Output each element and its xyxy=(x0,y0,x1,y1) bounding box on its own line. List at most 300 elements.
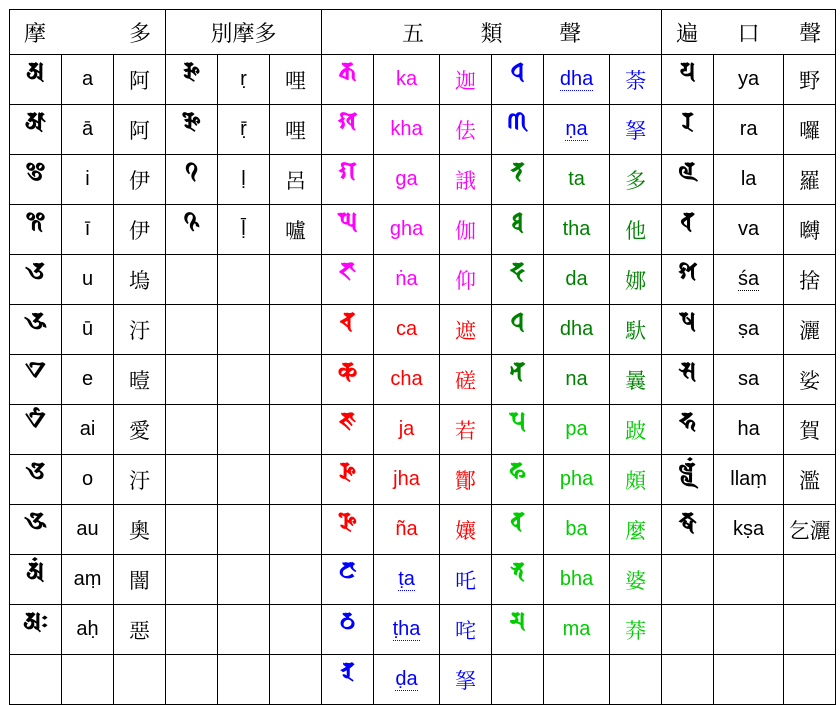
chinese-transliteration: 婆 xyxy=(625,568,647,593)
romanization: sa xyxy=(738,368,760,390)
table-cell xyxy=(544,605,610,655)
table-cell xyxy=(10,155,62,205)
romanization: ra xyxy=(739,118,758,140)
table-cell xyxy=(114,305,166,355)
romanization: kha xyxy=(390,118,423,140)
siddham-glyph: 𑖑 xyxy=(337,206,358,235)
chinese-transliteration: 阿 xyxy=(129,118,150,143)
table-cell xyxy=(166,405,218,455)
table-cell xyxy=(784,605,836,655)
table-cell xyxy=(270,655,322,705)
table-row xyxy=(10,455,836,505)
chinese-transliteration: 嚩 xyxy=(799,218,821,243)
table-cell xyxy=(492,305,544,355)
chinese-transliteration: 頗 xyxy=(625,468,647,493)
table-cell xyxy=(322,655,374,705)
romanization: aḥ xyxy=(76,618,99,640)
table-cell xyxy=(714,155,784,205)
romanization: o xyxy=(81,468,94,490)
romanization: ha xyxy=(737,418,760,440)
table-cell xyxy=(662,605,714,655)
romanization: ṛ xyxy=(240,68,247,90)
header-vowels xyxy=(10,10,166,55)
table-cell xyxy=(10,605,62,655)
table-cell xyxy=(784,505,836,555)
romanization: cha xyxy=(390,368,423,390)
table-cell xyxy=(440,555,492,605)
table-cell xyxy=(544,55,610,105)
table-cell xyxy=(662,455,714,505)
romanization: bha xyxy=(559,568,594,590)
romanization: ta xyxy=(568,168,585,190)
table-cell xyxy=(610,555,662,605)
romanization: dha xyxy=(559,318,594,340)
table-cell xyxy=(610,355,662,405)
table-cell xyxy=(270,505,322,555)
siddham-glyph: 𑖖 xyxy=(339,456,356,485)
chinese-transliteration: 多 xyxy=(625,168,647,193)
table-cell xyxy=(322,455,374,505)
siddham-glyph: 𑖟 xyxy=(510,256,525,285)
siddham-glyph: 𑖮 xyxy=(679,406,697,435)
table-cell xyxy=(62,655,114,705)
romanization: e xyxy=(81,368,94,390)
table-cell xyxy=(114,555,166,605)
table-cell xyxy=(492,405,544,455)
table-cell xyxy=(544,255,610,305)
table-cell xyxy=(270,455,322,505)
table-cell xyxy=(784,55,836,105)
table-cell xyxy=(114,455,166,505)
romanization: gha xyxy=(389,218,424,240)
chinese-transliteration: 孃 xyxy=(455,518,477,543)
table-cell xyxy=(62,305,114,355)
table-cell xyxy=(662,655,714,705)
table-cell xyxy=(662,355,714,405)
table-cell xyxy=(492,505,544,555)
table-cell xyxy=(218,55,270,105)
romanization: śa xyxy=(738,268,760,290)
chinese-transliteration: 莽 xyxy=(625,618,647,643)
siddham-glyph: 𑖡 xyxy=(509,356,526,385)
table-cell xyxy=(322,355,374,405)
table-cell xyxy=(492,205,544,255)
siddham-glyph: 𑖝 xyxy=(510,156,525,185)
table-cell xyxy=(322,255,374,305)
table-cell xyxy=(440,55,492,105)
table-cell xyxy=(322,505,374,555)
table-cell xyxy=(544,455,610,505)
header-semivowels-char: 聲 xyxy=(799,21,822,47)
table-cell xyxy=(218,655,270,705)
chinese-transliteration: 乞灑 xyxy=(788,518,831,543)
siddham-glyph: 𑖣 xyxy=(509,456,526,485)
romanization: ba xyxy=(565,518,588,540)
siddham-glyph: 𑖗 xyxy=(338,506,357,535)
romanization: ka xyxy=(395,68,418,90)
table-cell xyxy=(610,205,662,255)
table-cell xyxy=(784,355,836,405)
header-special-vowels-text: 別摩多 xyxy=(210,21,277,47)
table-cell xyxy=(166,505,218,555)
table-cell xyxy=(610,305,662,355)
chinese-transliteration: 嚧 xyxy=(285,218,307,243)
table-cell xyxy=(492,605,544,655)
siddham-glyph: 𑖠 xyxy=(510,56,525,85)
table-cell xyxy=(166,105,218,155)
table-cell xyxy=(610,405,662,455)
romanization: ḹ xyxy=(241,218,246,240)
table-cell xyxy=(714,455,784,505)
romanization: aṃ xyxy=(73,568,102,590)
chinese-transliteration: 伽 xyxy=(455,218,477,243)
table-cell xyxy=(62,105,114,155)
table-row xyxy=(10,155,836,205)
table-cell xyxy=(166,455,218,505)
table-cell xyxy=(610,605,662,655)
siddham-glyph: 𑖏 xyxy=(337,106,358,135)
table-cell xyxy=(114,105,166,155)
table-cell xyxy=(544,405,610,455)
header-five-classes-char: 聲 xyxy=(559,21,582,47)
table-cell xyxy=(544,305,610,355)
siddham-glyph: 𑖢 xyxy=(509,406,526,435)
table-cell xyxy=(440,155,492,205)
siddham-glyph: 𑖇 xyxy=(182,106,201,135)
chinese-transliteration: 咤 xyxy=(455,618,477,643)
table-cell xyxy=(10,305,62,355)
table-cell xyxy=(492,555,544,605)
table-cell xyxy=(662,105,714,155)
siddham-glyph: 𑖈 xyxy=(184,156,199,185)
chinese-transliteration: 羅 xyxy=(799,168,821,193)
table-cell xyxy=(114,255,166,305)
table-cell xyxy=(10,55,62,105)
table-cell xyxy=(62,405,114,455)
siddham-glyph: 𑖔 xyxy=(338,356,357,385)
table-cell xyxy=(218,355,270,405)
table-cell xyxy=(662,155,714,205)
table-cell xyxy=(62,505,114,555)
table-cell xyxy=(784,405,836,455)
romanization: ma xyxy=(562,618,591,640)
table-cell xyxy=(784,655,836,705)
siddham-glyph: 𑖪 xyxy=(680,206,695,235)
table-cell xyxy=(10,205,62,255)
table-cell xyxy=(610,655,662,705)
siddham-glyph: 𑖎𑖿𑖬 xyxy=(678,506,697,535)
header-semivowels-char: 口 xyxy=(737,21,760,47)
table-cell xyxy=(784,205,836,255)
table-cell xyxy=(114,505,166,555)
chinese-transliteration: 伊 xyxy=(129,218,150,243)
table-cell xyxy=(440,405,492,455)
chinese-transliteration: 荼 xyxy=(625,68,647,93)
romanization: la xyxy=(740,168,757,190)
header-vowels-char: 摩 xyxy=(24,21,47,47)
table-cell xyxy=(662,405,714,455)
table-cell xyxy=(784,305,836,355)
chinese-transliteration: 濫 xyxy=(799,468,821,493)
table-cell xyxy=(166,305,218,355)
table-cell xyxy=(270,155,322,205)
chinese-transliteration: 娜 xyxy=(625,268,647,293)
table-cell xyxy=(374,355,440,405)
table-cell xyxy=(270,605,322,655)
siddham-glyph: 𑖂 xyxy=(25,156,46,185)
romanization: u xyxy=(81,268,94,290)
table-cell xyxy=(218,205,270,255)
table-row xyxy=(10,105,836,155)
table-cell xyxy=(784,255,836,305)
table-cell xyxy=(270,255,322,305)
table-cell xyxy=(374,555,440,605)
siddham-glyph: 𑖘 xyxy=(338,556,357,585)
table-cell xyxy=(784,455,836,505)
table-cell xyxy=(322,105,374,155)
siddham-glyph: 𑖞 xyxy=(511,206,524,235)
chinese-transliteration: 吒 xyxy=(455,568,477,593)
table-cell xyxy=(714,605,784,655)
table-cell xyxy=(62,605,114,655)
romanization: pa xyxy=(565,418,588,440)
table-row xyxy=(10,55,836,105)
romanization: ḷ xyxy=(241,168,246,190)
table-cell xyxy=(270,405,322,455)
table-cell xyxy=(270,355,322,405)
table-cell xyxy=(610,105,662,155)
chinese-transliteration: 拏 xyxy=(455,668,477,693)
table-cell xyxy=(114,355,166,405)
table-cell xyxy=(374,55,440,105)
table-cell xyxy=(714,305,784,355)
header-special-vowels xyxy=(166,10,322,55)
chinese-transliteration: 伊 xyxy=(129,168,150,193)
romanization: dha xyxy=(559,68,594,90)
siddham-glyph: 𑖋 xyxy=(25,406,46,435)
table-cell xyxy=(62,155,114,205)
romanization: llaṃ xyxy=(730,468,767,490)
chinese-transliteration: 娑 xyxy=(799,368,821,393)
table-cell xyxy=(166,605,218,655)
table-cell xyxy=(218,505,270,555)
romanization: ja xyxy=(398,418,415,440)
table-cell xyxy=(114,155,166,205)
romanization: kṣa xyxy=(733,518,765,540)
chinese-transliteration: 酇 xyxy=(455,468,477,493)
table-cell xyxy=(544,155,610,205)
table-cell xyxy=(62,355,114,405)
siddham-glyph: 𑖭 xyxy=(678,356,697,385)
table-cell xyxy=(544,505,610,555)
table-cell xyxy=(544,355,610,405)
siddham-glyph: 𑖧 xyxy=(679,56,696,85)
table-cell xyxy=(62,455,114,505)
romanization: ṭha xyxy=(392,618,421,640)
romanization: ña xyxy=(395,518,418,540)
table-cell xyxy=(714,555,784,605)
siddham-glyph: 𑖊 xyxy=(25,356,46,385)
table-cell xyxy=(62,205,114,255)
chinese-transliteration: 塢 xyxy=(129,268,150,293)
table-row xyxy=(10,505,836,555)
table-row xyxy=(10,605,836,655)
chinese-transliteration: 磋 xyxy=(455,368,477,393)
chinese-transliteration: 跛 xyxy=(625,418,647,443)
table-cell xyxy=(270,105,322,155)
table-cell xyxy=(714,105,784,155)
romanization: ṣa xyxy=(738,318,760,340)
table-cell xyxy=(714,405,784,455)
table-cell xyxy=(610,155,662,205)
siddham-glyph: 𑖍 xyxy=(24,506,47,535)
table-cell xyxy=(440,505,492,555)
table-cell xyxy=(114,55,166,105)
header-five-classes-char: 類 xyxy=(480,21,503,47)
table-cell xyxy=(218,605,270,655)
table-cell xyxy=(440,305,492,355)
table-cell xyxy=(374,455,440,505)
header-semivowels xyxy=(662,10,836,55)
table-cell xyxy=(218,405,270,455)
table-cell xyxy=(610,505,662,555)
table-row xyxy=(10,305,836,355)
siddham-glyph: 𑖓 xyxy=(339,306,356,335)
siddham-glyph: 𑖁 xyxy=(25,106,46,135)
table-cell xyxy=(218,455,270,505)
siddham-glyph: 𑖕 xyxy=(339,406,356,435)
siddham-glyph: 𑖥 xyxy=(510,556,525,585)
chinese-transliteration: 惡 xyxy=(129,618,150,643)
chinese-transliteration: 愛 xyxy=(129,418,150,443)
siddham-glyph: 𑖃 xyxy=(25,206,46,235)
table-cell xyxy=(544,105,610,155)
siddham-glyph: 𑖠 xyxy=(510,306,525,335)
siddham-glyph: 𑖉 xyxy=(183,206,200,235)
table-cell xyxy=(610,55,662,105)
table-cell xyxy=(714,205,784,255)
siddham-glyph: 𑖚 xyxy=(340,656,355,685)
romanization: au xyxy=(76,518,99,540)
table-row xyxy=(10,205,836,255)
chinese-transliteration: 仰 xyxy=(455,268,477,293)
table-cell xyxy=(662,255,714,305)
table-cell xyxy=(440,205,492,255)
table-cell xyxy=(270,305,322,355)
table-cell xyxy=(322,405,374,455)
siddham-glyph: 𑖅 xyxy=(24,306,47,335)
header-semivowels-char: 遍 xyxy=(676,21,699,47)
chinese-transliteration: 捨 xyxy=(799,268,821,293)
chinese-transliteration: 灑 xyxy=(799,318,821,343)
table-row xyxy=(10,355,836,405)
romanization: tha xyxy=(562,218,591,240)
chinese-transliteration: 佉 xyxy=(455,118,477,143)
romanization: ṭa xyxy=(398,568,415,590)
romanization: ṝ xyxy=(240,118,247,140)
table-cell xyxy=(10,505,62,555)
table-cell xyxy=(662,555,714,605)
siddham-glyph: 𑖀 xyxy=(26,56,45,85)
romanization: ya xyxy=(738,68,760,90)
table-cell xyxy=(10,255,62,305)
table-cell xyxy=(114,205,166,255)
table-cell xyxy=(440,105,492,155)
romanization: va xyxy=(738,218,760,240)
table-cell xyxy=(374,205,440,255)
table-cell xyxy=(544,655,610,705)
romanization: a xyxy=(81,68,94,90)
table-cell xyxy=(218,255,270,305)
table-cell xyxy=(610,455,662,505)
siddham-glyph: 𑖙 xyxy=(339,606,356,635)
table-cell xyxy=(544,555,610,605)
table-cell xyxy=(270,55,322,105)
table-cell xyxy=(166,155,218,205)
siddham-glyph: 𑖐 xyxy=(338,156,357,185)
table-cell xyxy=(218,155,270,205)
chinese-transliteration: 誐 xyxy=(455,168,477,193)
table-cell xyxy=(166,555,218,605)
chinese-transliteration: 呂 xyxy=(285,168,307,193)
siddham-glyph: 𑖬 xyxy=(679,306,696,335)
table-cell xyxy=(492,105,544,155)
romanization: da xyxy=(565,268,588,290)
romanization: ṅa xyxy=(395,268,418,290)
chinese-transliteration: 馱 xyxy=(625,318,647,343)
table-cell xyxy=(166,655,218,705)
siddham-glyph: 𑖒 xyxy=(339,256,356,285)
table-cell xyxy=(62,255,114,305)
siddham-glyph: 𑖦 xyxy=(509,606,526,635)
table-cell xyxy=(270,555,322,605)
chinese-transliteration: 迦 xyxy=(455,68,477,93)
table-cell xyxy=(166,205,218,255)
table-cell xyxy=(492,255,544,305)
chinese-transliteration: 哩 xyxy=(285,68,307,93)
table-cell xyxy=(374,155,440,205)
chinese-transliteration: 野 xyxy=(799,68,821,93)
header-row xyxy=(10,10,836,55)
chinese-transliteration: 若 xyxy=(455,418,477,443)
siddham-glyph: 𑖀𑖽 xyxy=(26,556,45,585)
table-cell xyxy=(322,55,374,105)
romanization: i xyxy=(85,168,90,190)
table-cell xyxy=(114,605,166,655)
table-cell xyxy=(218,105,270,155)
table-cell xyxy=(114,655,166,705)
romanization: ī xyxy=(84,218,91,240)
table-row xyxy=(10,255,836,305)
chinese-transliteration: 囉 xyxy=(799,118,821,143)
siddham-glyph: 𑖌 xyxy=(25,456,46,485)
siddham-glyph: 𑖩𑖿𑖩𑖽 xyxy=(678,456,697,485)
table-cell xyxy=(10,355,62,405)
table-cell xyxy=(322,555,374,605)
romanization: ḍa xyxy=(395,668,418,690)
siddham-glyph: 𑖨 xyxy=(681,106,694,135)
table-cell xyxy=(714,55,784,105)
table-cell xyxy=(10,455,62,505)
table-cell xyxy=(218,555,270,605)
table-cell xyxy=(492,155,544,205)
table-cell xyxy=(10,555,62,605)
siddham-glyph: 𑖎 xyxy=(338,56,357,85)
romanization: ā xyxy=(81,118,94,140)
chinese-transliteration: 遮 xyxy=(455,318,477,343)
table-cell xyxy=(662,55,714,105)
table-cell xyxy=(440,655,492,705)
